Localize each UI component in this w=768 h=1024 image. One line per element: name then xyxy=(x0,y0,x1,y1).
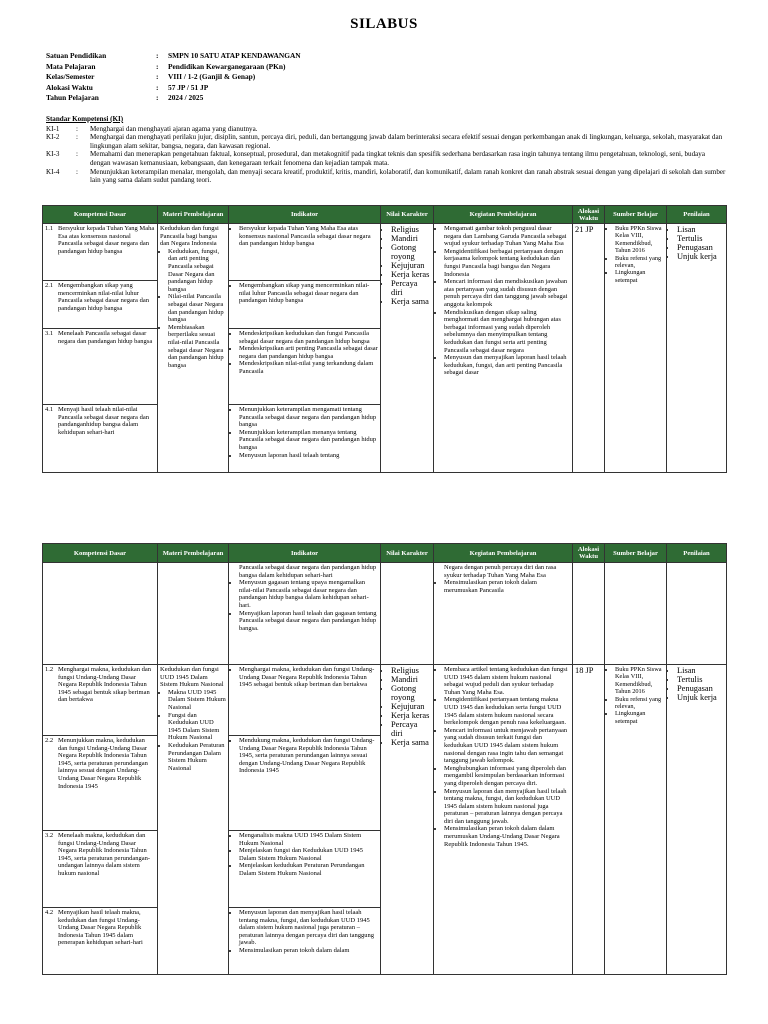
kd-text: Bersyukur kepada Tuhan Yang Maha Esa atas konsensus nasional Pancasila sebagai dasar negara dan pandangan hidup bangsa xyxy=(58,225,155,255)
sumber-item xyxy=(615,710,664,725)
nilai-item: • Kejujuran xyxy=(391,702,431,711)
ki-item xyxy=(46,133,726,150)
nilai-item: • Percaya diri xyxy=(391,279,431,297)
kd-text: Menelaah makna, kedudukan dan fungsi Undang-Undang Dasar Negara Republik Indonesia Tahun 1945, serta peraturan perundangan-undangan lainnya dalam sistem hukum nasional xyxy=(58,832,151,877)
kegiatan-cell xyxy=(434,224,573,473)
sumber-text: Lingkungan setempat xyxy=(615,710,646,725)
identity-colon: : xyxy=(156,93,159,102)
indikator-cell xyxy=(229,224,381,281)
kegiatan-continuation: Negara dengan penuh percaya diri dan rasa syukur terhadap Tuhan Yang Maha Esa xyxy=(444,564,557,579)
indikator-item: • Mengembangkan sikap yang mencerminkan nilai-nilai luhur Pancasila sebagai dasar negara dan pandangan hidup bangsa xyxy=(239,282,378,305)
kd-text: Menelaah Pancasila sebagai dasar negara dan pandangan hidup bangsa xyxy=(58,330,153,345)
kd-number: 4.2 xyxy=(45,909,54,916)
sumber-item xyxy=(615,696,664,711)
kd-text: Menyajikan hasil telaah makna, kedudukan dan fungsi Undang-Undang Dasar Negara Republik Indonesia Tahun 1945 dalam penerapan kehidupan sehari-hari xyxy=(58,909,143,947)
kd-number: 2.2 xyxy=(45,737,54,744)
identity-table xyxy=(46,51,301,104)
kd-text: Mengembangkan sikap yang mencerminkan nilai-nilai luhur Pancasila sebagai dasar negara dan pandangan hidup bangsa xyxy=(58,282,149,312)
kd-text: Menunjukkan makna, kedudukan dan fungsi Undang-Undang Dasar Negara Republik Indonesia Tahun 1945, serta peraturan perundangan lainnya sesuai dengan Undang-Undang Dasar Negara Republik Indonesia 1945 xyxy=(58,737,148,790)
ki-colon: : xyxy=(76,124,78,133)
kd-cell xyxy=(43,736,158,831)
indikator-cell xyxy=(229,908,381,975)
sumber-text: Buku PPKn Siswa Kelas VIII, Kemendikbud, Tahun 2016 xyxy=(615,225,662,255)
table-row xyxy=(43,665,727,736)
header-kegiatan: Kegiatan Pembelajaran xyxy=(434,544,573,563)
page-title: SILABUS xyxy=(350,16,418,32)
penilaian-item: • Penugasan xyxy=(677,243,724,252)
table-header-row xyxy=(43,206,727,224)
kegiatan-item: • Mengidentifikasi pertanyaan tentang makna UUD 1945 dan kedudukan serta fungsi UUD 1945 dalam sistem hukum nasional secara berkelompok dengan penuh rasa kekeluargaan. xyxy=(444,696,570,726)
materi-item: • Kedudukan, fungsi, dan arti penting Pancasila sebagai Dasar Negara dan pandangan hidup bangsa xyxy=(168,248,226,294)
header-alokasi: Alokasi Waktu xyxy=(573,544,605,563)
header-penilaian: Penilaian xyxy=(667,544,727,563)
nilai-item: • Mandiri xyxy=(391,234,431,243)
kd-number: 2.1 xyxy=(45,282,54,289)
kd-cell xyxy=(43,224,158,281)
ki-text: Menunjukkan keterampilan menalar, mengolah, dan menyaji secara kreatif, produktif, kritis, mandiri, kolaboratif, dan komunikatif, dalam ranah konkret dan ranah abstrak sesuai dengan yang dipelajari di sekolah dan sumber lain yang sama dalam sudut pandang teori. xyxy=(90,167,726,185)
ki-code: KI-4 xyxy=(46,167,60,176)
indikator-item: • Menjelaskan fungsi dan Kedudukan UUD 1945 Dalam Sistem Hukum Nasional xyxy=(239,847,378,862)
ki-text: Menghargai dan menghayati ajaran agama yang dianutnya. xyxy=(90,124,258,133)
header-kompetensi-dasar: Kompetensi Dasar xyxy=(43,544,158,563)
penilaian-cell xyxy=(667,224,727,473)
kd-cell xyxy=(43,563,158,665)
ki-colon: : xyxy=(76,150,78,159)
indikator-continuation: Pancasila sebagai dasar negara dan pandangan hidup bangsa dalam kehidupan sehari-hari xyxy=(239,564,377,579)
sumber-text: Buku refensi yang relevan, xyxy=(615,695,662,711)
header-penilaian: Penilaian xyxy=(667,206,727,224)
identity-colon: : xyxy=(156,72,159,81)
kd-number: 3.2 xyxy=(45,832,54,839)
sumber-text: Lingkungan setempat xyxy=(615,269,646,284)
identity-colon: : xyxy=(156,61,159,71)
penilaian-item: • Unjuk kerja xyxy=(677,693,724,702)
nilai-item: • Mandiri xyxy=(391,675,431,684)
indikator-cell xyxy=(229,329,381,405)
indikator-item: • Menghargai makna, kedudukan dan fungsi Undang-Undang Dasar Negara Republik Indonesia Tahun 1945 sebagai bentuk sikap beriman dan bertakwa xyxy=(239,666,378,689)
nilai-item: • Percaya diri xyxy=(391,720,431,738)
header-indikator: Indikator xyxy=(229,544,381,563)
identity-key: Kelas/Semester xyxy=(46,72,95,81)
kegiatan-cell xyxy=(434,665,573,975)
indikator-item: • Mendeskripsikan kedudukan dan fungsi Pancasila sebagai dasar negara dan pandangan hidup bangsa xyxy=(239,330,378,345)
nilai-item: • Kerja sama xyxy=(391,297,431,306)
table-row xyxy=(43,563,727,665)
nilai-item: • Gotong royong xyxy=(391,243,431,261)
ki-item xyxy=(46,168,726,185)
kegiatan-item: • Menghubungkan informasi yang diperoleh dan mengambil kesimpulan berdasarkan informasi yang diperoleh dengan percaya diri. xyxy=(444,765,570,788)
penilaian-cell xyxy=(667,563,727,665)
materi-cell xyxy=(158,563,229,665)
kegiatan-cell xyxy=(434,563,573,665)
header-alokasi: Alokasi Waktu xyxy=(573,206,605,224)
identity-key: Alokasi Waktu xyxy=(46,82,93,92)
sumber-text: Buku PPKn Siswa Kelas VIII, Kemendikbud, Tahun 2016 xyxy=(615,666,662,696)
indikator-cell xyxy=(229,736,381,831)
indikator-item: • Menunjukkan keterampilan menanya tentang Pancasila sebagai dasar negara dan pandangan hidup bangsa xyxy=(239,429,378,452)
identity-key: Tahun Pelajaran xyxy=(46,93,99,102)
standar-kompetensi xyxy=(46,115,726,185)
nilai-item: • Kejujuran xyxy=(391,261,431,270)
ki-item xyxy=(46,150,726,167)
table-header-row xyxy=(43,544,727,563)
sumber-item xyxy=(615,666,664,696)
syllabus-table-2 xyxy=(42,543,727,975)
ki-text: Menghargai dan menghayati perilaku jujur, disiplin, santun, percaya diri, peduli, dan bertanggung jawab dalam berinteraksi secara efektif sesuai dengan perkembangan anak di lingkungan, keluarga, sekolah, masyarakat dan lingkungan alam sekitar, bangsa, negara, dan kawasan regional. xyxy=(90,133,723,150)
identity-key: Mata Pelajaran xyxy=(46,61,96,71)
sumber-item xyxy=(615,225,664,255)
penilaian-item: • Lisan xyxy=(677,666,724,675)
indikator-item: • Menunjukkan keterampilan mengamati tentang Pancasila sebagai dasar negara dan pandangan hidup bangsa xyxy=(239,406,378,429)
ki-colon: : xyxy=(76,167,78,176)
identity-row xyxy=(46,72,301,83)
sumber-item xyxy=(615,269,664,284)
header-kegiatan: Kegiatan Pembelajaran xyxy=(434,206,573,224)
kd-text: Menyaji hasil telaah nilai-nilai Pancasila sebagai dasar negara dan pandanganhidup bangsa dalam kehidupan sehari-hari xyxy=(58,406,149,436)
identity-colon: : xyxy=(156,82,159,92)
header-kompetensi-dasar: Kompetensi Dasar xyxy=(43,206,158,224)
indikator-item: • Mendeskripsikan arti penting Pancasila sebagai dasar negara dan pandangan hidup bangsa xyxy=(239,345,378,360)
ki-code: KI-1 xyxy=(46,124,60,133)
identity-row xyxy=(46,51,301,62)
materi-intro: Kedudukan dan fungsi Pancasila bagi bangsa dan Negara Indonesia xyxy=(160,225,219,248)
indikator-item: • Mendukung makna, kedudukan dan fungsi Undang-Undang Dasar Negara Republik Indonesia Tahun 1945, serta peraturan perundangan lainnya sesuai dengan Undang-Undang Dasar Negara Republik Indonesia 1945 xyxy=(239,737,378,775)
kd-cell xyxy=(43,908,158,975)
header-nilai-karakter: Nilai Karakter xyxy=(381,544,434,563)
ki-code: KI-3 xyxy=(46,150,60,159)
sumber-item xyxy=(615,255,664,270)
materi-cell xyxy=(158,224,229,473)
kd-cell xyxy=(43,665,158,736)
indikator-item: • Menyusun laporan hasil telaah tentang xyxy=(239,452,378,460)
ki-text: Memahami dan menerapkan pengetahuan faktual, konseptual, prosedural, dan metakognitif pada tingkat teknis dan spesifik sederhana berdasarkan rasa ingin tahunya tentang ilmu pengetahuan, teknologi, seni, budaya dengan wawasan kemanusiaan, kebangsaan, dan kenegaraan terkait fenomena dan kejadian tampak mata. xyxy=(90,150,705,167)
indikator-cell xyxy=(229,405,381,473)
kd-cell xyxy=(43,329,158,405)
indikator-item: • Menjelaskan kedudukan Peraturan Perundangan Dalam Sistem Hukum Nasional xyxy=(239,862,378,877)
kegiatan-item: • Mensimulasikan peran tokoh dalam merumuskan Pancasila xyxy=(444,579,570,594)
kegiatan-item: • Mengidentifikasi berbagai pertanyaan dengan kerjasama kelompok tentang kedudukan dan fungsi Pancasila bagi bangsa dan Negara Indonesia xyxy=(444,248,570,278)
header-materi: Materi Pembelajaran xyxy=(158,206,229,224)
nilai-cell xyxy=(381,224,434,473)
identity-value: SMPN 10 SATU ATAP KENDAWANGAN xyxy=(168,51,301,60)
kd-cell xyxy=(43,405,158,473)
sumber-cell xyxy=(605,665,667,975)
nilai-item: • Kerja keras xyxy=(391,270,431,279)
materi-cell xyxy=(158,665,229,975)
nilai-item: • Religius xyxy=(391,225,431,234)
penilaian-item: • Lisan xyxy=(677,225,724,234)
header-sumber: Sumber Belajar xyxy=(605,206,667,224)
kd-number: 1.2 xyxy=(45,666,54,673)
identity-value: 2024 / 2025 xyxy=(168,93,204,102)
kd-cell xyxy=(43,281,158,329)
nilai-item: • Kerja keras xyxy=(391,711,431,720)
indikator-item: • Menyusun laporan dan menyajikan hasil telaah tentang makna, fungsi, dan kedudukan UUD 1945 dalam sistem hukum nasional juga peraturan – peraturan lainnya dengan percaya diri dan tanggung jawab. xyxy=(239,909,378,947)
identity-value: 57 JP / 51 JP xyxy=(168,82,209,92)
kegiatan-item: • Menyusun laporan dan menyajikan hasil telaah tentang makna, fungsi, dan kedudukan UUD 1945 dalam sistem hukum nasional juga peraturan – peraturan lainnya dengan percaya diri dan tanggung jawab. xyxy=(444,788,570,826)
materi-item: • Makna UUD 1945 Dalam Sistem Hukum Nasional xyxy=(168,689,226,712)
nilai-item: • Gotong royong xyxy=(391,684,431,702)
identity-colon: : xyxy=(156,51,159,60)
nilai-cell xyxy=(381,665,434,975)
sumber-cell xyxy=(605,563,667,665)
kegiatan-item: • Mencari informasi dan mendiskusikan jawaban atas pertanyaan yang sudah disusun dengan penuh percaya diri dan tanggung jawab sebagai anggota kelompok xyxy=(444,278,570,308)
materi-item: • Fungsi dan Kedudukan UUD 1945 Dalam Sistem Hukum Nasional xyxy=(168,712,226,742)
indikator-item: • Menyusun gagasan tentang upaya mengamalkan nilai-nilai Pancasila sebagai dasar negara dan pandangan hidup bangsa dalam kehidupan sehari-hari. xyxy=(239,579,378,609)
kd-number: 3.1 xyxy=(45,330,54,337)
identity-row xyxy=(46,83,301,94)
header-nilai-karakter: Nilai Karakter xyxy=(381,206,434,224)
header-materi: Materi Pembelajaran xyxy=(158,544,229,563)
materi-item: • Nilai-nilai Pancasila sebagai dasar Negara dan pandangan hidup bangsa xyxy=(168,293,226,323)
kd-text: Menghargai makna, kedudukan dan fungsi Undang-Undang Dasar Negara Republik Indonesia Tahun 1945 sebagai bentuk sikap beriman dan bertakwa xyxy=(58,666,152,704)
kd-number: 4.1 xyxy=(45,406,54,413)
kd-cell xyxy=(43,831,158,908)
ki-colon: : xyxy=(76,133,78,142)
kegiatan-item: • Menyusun dan menyajikan laporan hasil telaah kedudukan, fungsi, dan arti penting Pancasila sebagai dasar xyxy=(444,354,570,377)
table-row xyxy=(43,224,727,281)
header-indikator: Indikator xyxy=(229,206,381,224)
identity-value: VIII / 1-2 (Ganjil & Genap) xyxy=(168,72,256,81)
header-sumber: Sumber Belajar xyxy=(605,544,667,563)
alokasi-cell: 21 JP xyxy=(573,224,605,473)
alokasi-cell xyxy=(573,563,605,665)
sumber-cell xyxy=(605,224,667,473)
sumber-text: Buku refensi yang relevan, xyxy=(615,254,662,270)
kegiatan-item: • Mensimulasikan peran tokoh dalam dalam merumuskan Undang-Undang Dasar Negara Republik Indonesia Tahun 1945. xyxy=(444,825,570,848)
nilai-cell xyxy=(381,563,434,665)
alokasi-cell: 18 JP xyxy=(573,665,605,975)
identity-row xyxy=(46,93,301,104)
standar-heading: Standar Kompetensi (KI) xyxy=(46,115,124,123)
materi-item: • Kedudukan Peraturan Perundangan Dalam Sistem Hukum Nasional xyxy=(168,742,226,772)
kegiatan-item: • Mencari informasi untuk menjawab pertanyaan yang sudah disusun terkait fungsi dan kedudukan UUD 1945 dalam sistem hukum nasional dengan rasa ingin tahu dan semangat tanggung jawab kelompok. xyxy=(444,727,570,765)
penilaian-item: • Tertulis xyxy=(677,675,724,684)
syllabus-table-1 xyxy=(42,205,727,473)
indikator-cell xyxy=(229,281,381,329)
kd-number: 1.1 xyxy=(45,225,54,232)
nilai-item: • Religius xyxy=(391,666,431,675)
materi-intro: Kedudukan dan fungsi UUD 1945 Dalam Sistem Hukum Nasional xyxy=(160,666,224,689)
indikator-item: • Mendeskripsikan nilai-nilai yang terkandung dalam Pancasila xyxy=(239,360,378,375)
identity-value: Pendidikan Kewarganegaraan (PKn) xyxy=(168,61,286,71)
ki-item xyxy=(46,125,726,134)
indikator-item: • Menganalisis makna UUD 1945 Dalam Sistem Hukum Nasional xyxy=(239,832,378,847)
ki-code: KI-2 xyxy=(46,133,60,142)
penilaian-item: • Unjuk kerja xyxy=(677,252,724,261)
identity-key: Satuan Pendidikan xyxy=(46,51,107,60)
indikator-cell xyxy=(229,563,381,665)
indikator-cell xyxy=(229,665,381,736)
identity-row xyxy=(46,62,301,73)
indikator-item: • Mensimulasikan peran tokoh dalam dalam xyxy=(239,947,378,955)
penilaian-item: • Penugasan xyxy=(677,684,724,693)
materi-item: • Membiasakan berperilaku sesuai nilai-nilai Pancasila sebagai dasar Negara dan pandangan hidup bangsa xyxy=(168,324,226,370)
indikator-cell xyxy=(229,831,381,908)
indikator-item: • Menyajikan laporan hasil telaah dan gagasan tentang Pancasila sebagai dasar negara dan pandangan hidup bangsa. xyxy=(239,610,378,633)
kegiatan-item: • Mengamati gambar tokoh pengusul dasar negara dan Lambang Garuda Pancasila sebagai wujud syukur terhadap Tuhan Yang Maha Esa xyxy=(444,225,570,248)
kegiatan-item: • Mendiskusikan dengan sikap saling menghormati dan menghargai hubungan atas berbagai informasi yang sudah diperoleh sebelumnya dan menyimpulkan tentang kedudukan dan fungsi serta arti penting Pancasila sebagai dasar negara xyxy=(444,309,570,355)
penilaian-item: • Tertulis xyxy=(677,234,724,243)
kegiatan-item: • Membaca artikel tentang kedudukan dan fungsi UUD 1945 dalam sistem hukum nasional sebagai wujud peduli dan syukur terhadap Tuhan Yang Maha Esa. xyxy=(444,666,570,696)
indikator-item: • Bersyukur kepada Tuhan Yang Maha Esa atas konsensus nasional Pancasila sebagai dasar negara dan pandangan hidup bangsa xyxy=(239,225,378,248)
penilaian-cell xyxy=(667,665,727,975)
nilai-item: • Kerja sama xyxy=(391,738,431,747)
